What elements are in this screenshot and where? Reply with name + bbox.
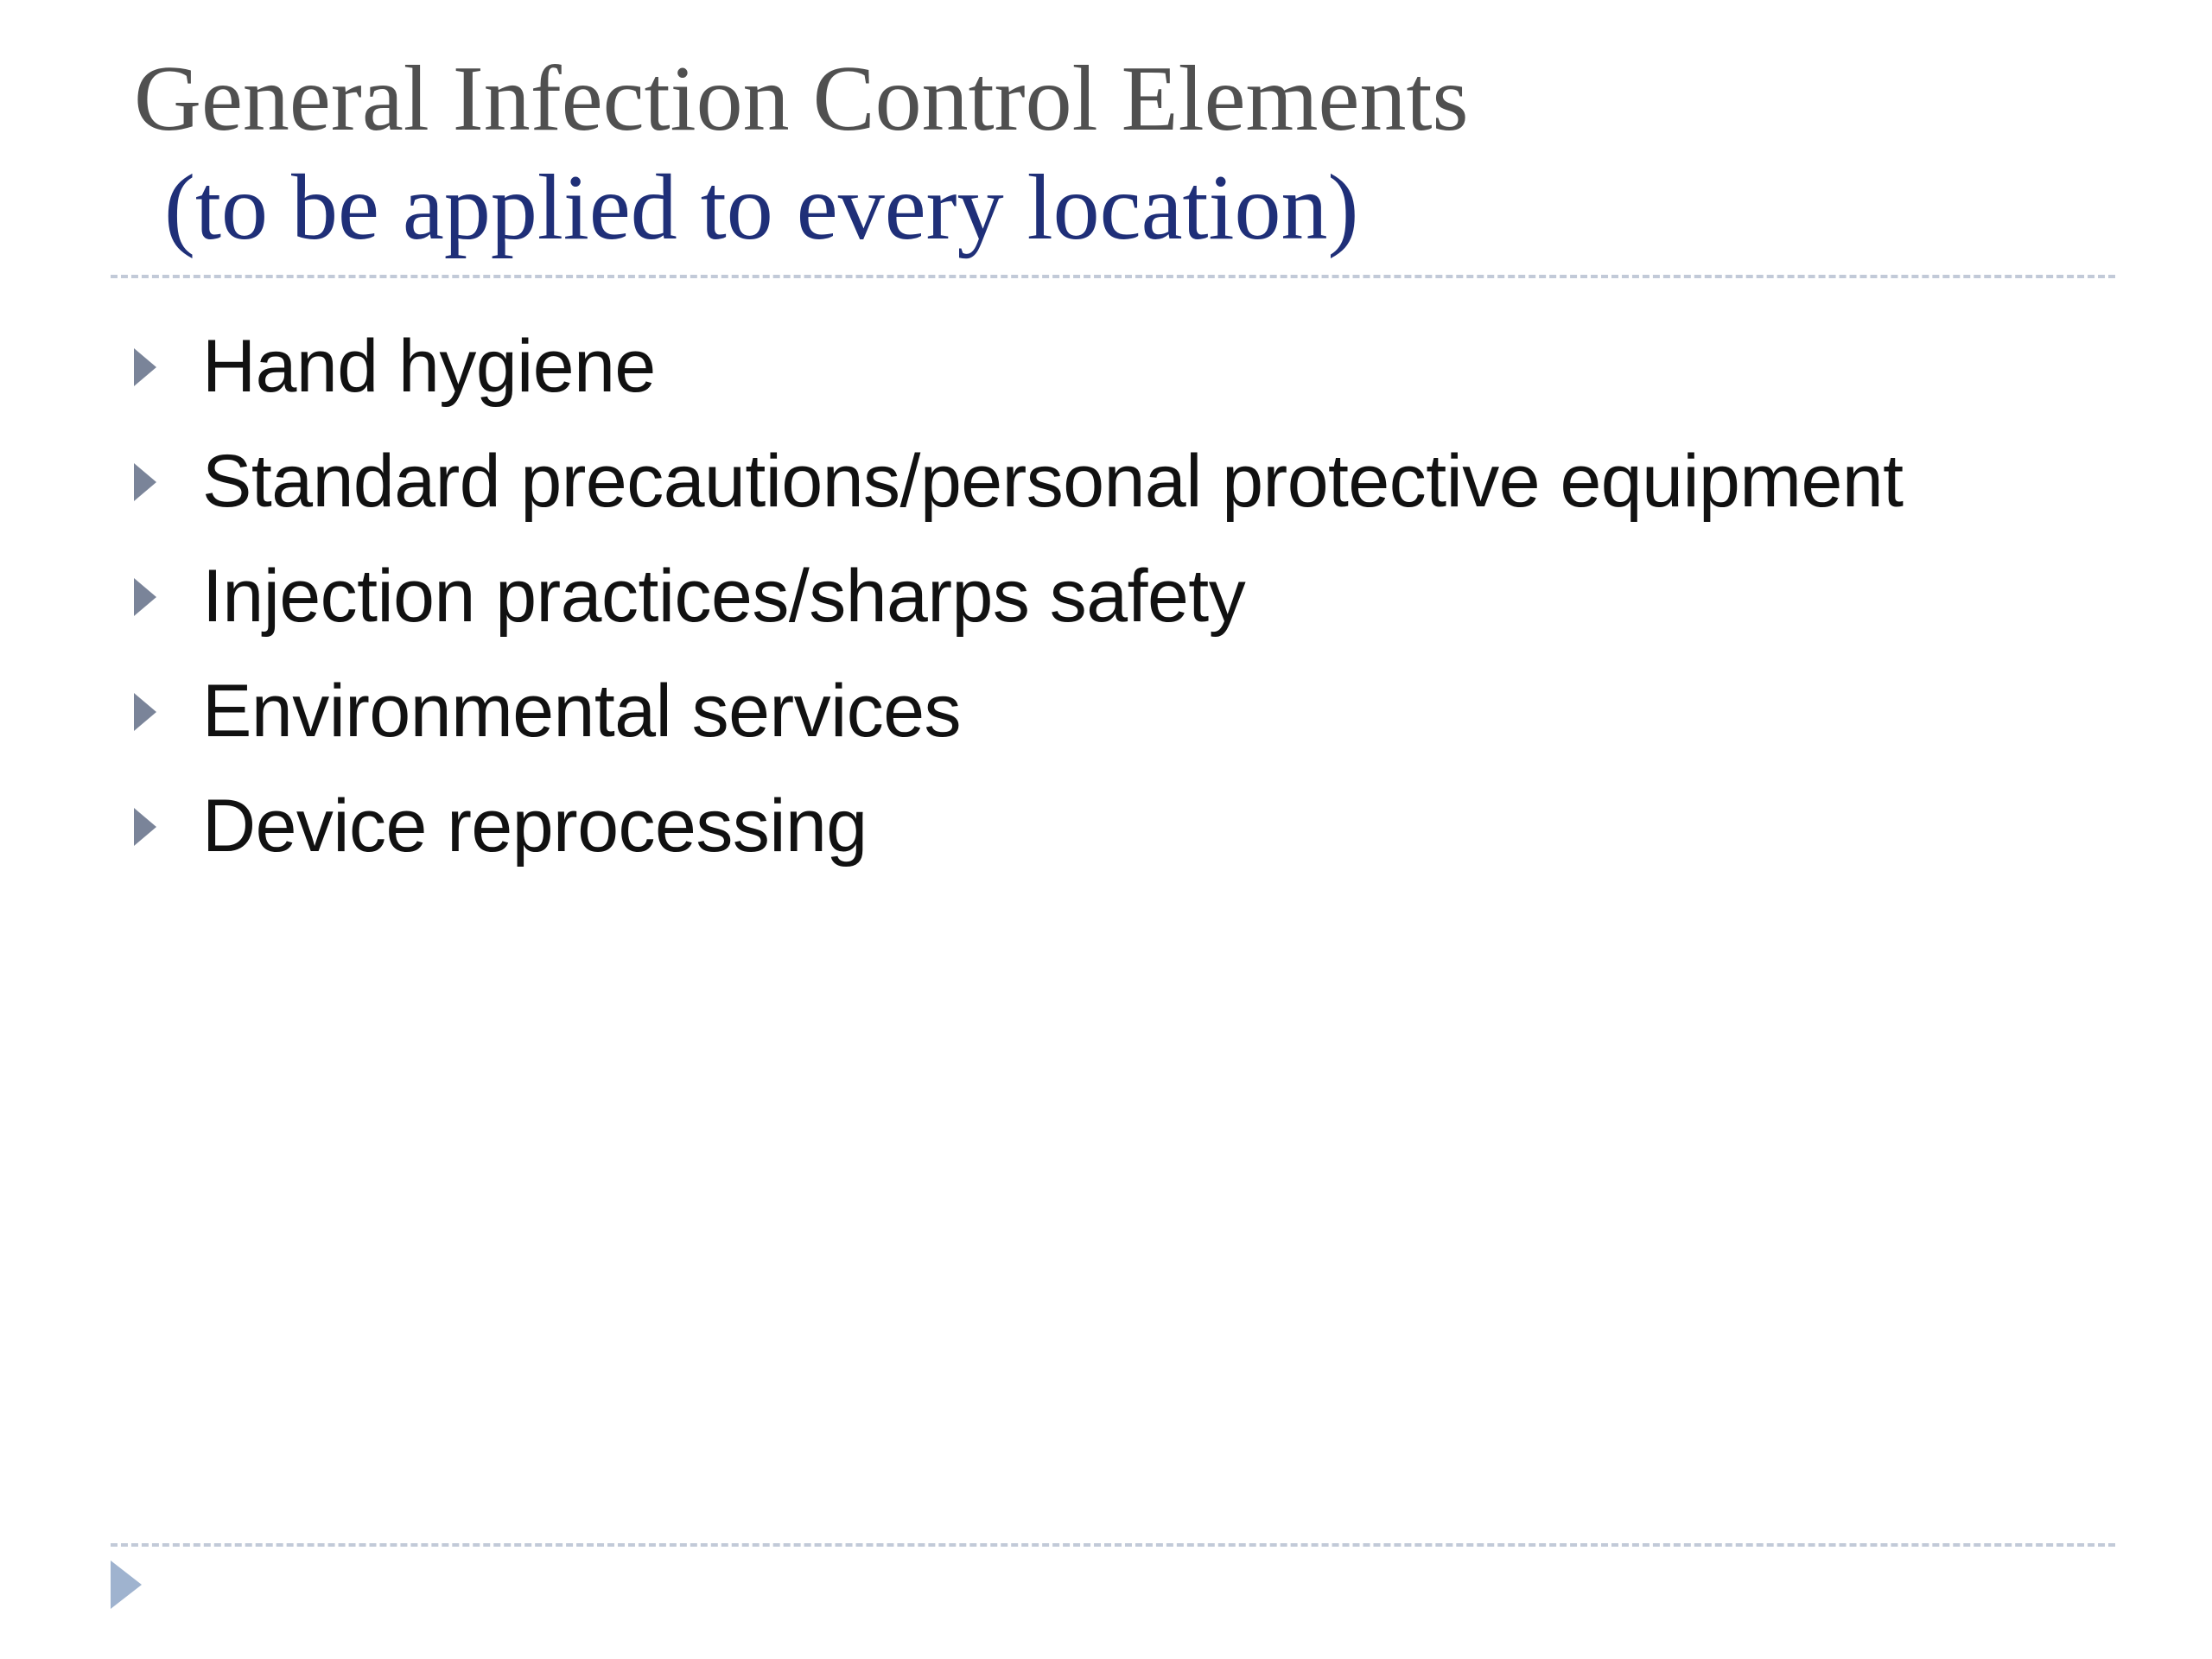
triangle-right-icon [134, 348, 156, 386]
bullet-item [134, 654, 1904, 769]
bullet-text: Hand hygiene [202, 325, 656, 408]
triangle-right-icon [134, 463, 156, 501]
slide-subtitle: (to be applied to every location) [164, 156, 1359, 259]
bullet-item [134, 539, 1904, 654]
bullet-item [134, 309, 1904, 424]
bullet-text: Standard precautions/personal protective equipment [202, 440, 1904, 523]
bullet-text: Device reprocessing [202, 785, 868, 868]
triangle-right-icon [134, 808, 156, 846]
bullet-item [134, 424, 1904, 539]
slide-title-block [134, 45, 2121, 263]
bullet-text: Environmental services [202, 670, 962, 753]
triangle-right-icon [134, 578, 156, 616]
bullet-list [134, 309, 1904, 884]
bullet-text: Injection practices/sharps safety [202, 555, 1246, 638]
footer-triangle-icon [111, 1560, 142, 1609]
triangle-right-icon [134, 693, 156, 731]
bullet-item [134, 769, 1904, 884]
slide-title: General Infection Control Elements [134, 48, 1469, 150]
title-divider [111, 275, 2115, 278]
footer-divider [111, 1543, 2115, 1547]
